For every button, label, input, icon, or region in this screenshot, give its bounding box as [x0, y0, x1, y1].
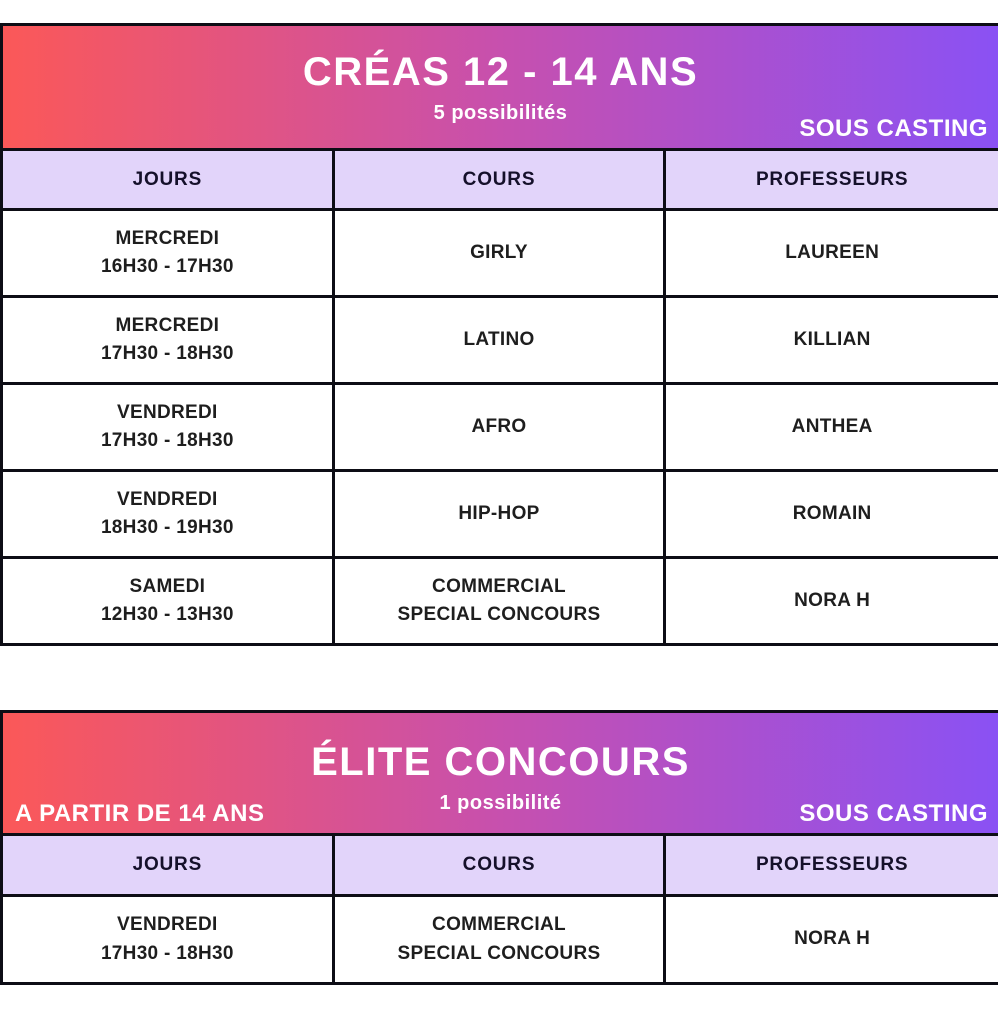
table-row [3, 385, 998, 472]
banner-creas [3, 26, 998, 151]
prof-label: NORA H [794, 928, 871, 950]
column-header-row [3, 151, 998, 211]
day-label: VENDREDI [117, 914, 218, 935]
cell-cours [335, 298, 667, 382]
course-label: COMMERCIAL [432, 914, 566, 935]
banner-title: CRÉAS 12 - 14 ANS [302, 50, 699, 94]
cell-cours [335, 559, 667, 643]
cell-professeur [666, 385, 998, 469]
prof-label: ANTHEA [791, 415, 873, 437]
cell-jours [3, 559, 335, 643]
table-row [3, 897, 998, 982]
time-label: 17H30 - 18H30 [100, 343, 234, 364]
column-header-row [3, 836, 998, 897]
column-header-jours: JOURS [3, 836, 335, 894]
time-label: 17H30 - 18H30 [100, 430, 234, 451]
cell-cours [335, 385, 667, 469]
table-row [3, 211, 998, 298]
course-label-line2: SPECIAL CONCOURS [397, 604, 601, 625]
time-label: 17H30 - 18H30 [100, 942, 234, 964]
column-header-cours: COURS [335, 836, 667, 894]
banner-subtitle: 1 possibilité [439, 792, 562, 814]
cell-jours [3, 385, 335, 469]
cell-professeur [666, 897, 998, 982]
sous-casting-label: SOUS CASTING [799, 115, 988, 142]
prof-label: NORA H [794, 589, 871, 611]
cell-jours [3, 472, 335, 556]
course-label: HIP-HOP [458, 502, 540, 524]
time-label: 18H30 - 19H30 [100, 517, 234, 538]
cell-jours [3, 298, 335, 382]
course-label-line2: SPECIAL CONCOURS [397, 942, 601, 964]
age-requirement-label: A PARTIR DE 14 ANS [15, 800, 265, 827]
cell-professeur [666, 559, 998, 643]
schedule-block-creas-12-14 [0, 23, 998, 646]
column-header-cours: COURS [335, 151, 667, 208]
column-header-professeurs: PROFESSEURS [755, 168, 909, 190]
day-label: MERCREDI [115, 314, 220, 336]
banner-elite [3, 713, 998, 836]
banner-title: ÉLITE CONCOURS [311, 740, 690, 784]
prof-label: ROMAIN [792, 502, 872, 524]
day-label: VENDREDI [117, 488, 218, 510]
sous-casting-label: SOUS CASTING [799, 800, 988, 827]
table-row [3, 472, 998, 559]
cell-professeur [666, 298, 998, 382]
cell-cours [335, 897, 667, 982]
cell-jours [3, 211, 335, 295]
day-label: VENDREDI [117, 401, 218, 423]
cell-professeur [666, 211, 998, 295]
table-row [3, 559, 998, 643]
cell-cours [335, 472, 667, 556]
column-header-professeurs: PROFESSEURS [755, 854, 909, 875]
banner-subtitle: 5 possibilités [433, 102, 568, 124]
table-row [3, 298, 998, 385]
column-header-jours: JOURS [3, 151, 335, 208]
schedule-block-elite-concours [0, 710, 998, 985]
cell-professeur [666, 472, 998, 556]
time-label: 12H30 - 13H30 [100, 604, 234, 625]
course-label: GIRLY [470, 241, 528, 263]
prof-label: KILLIAN [793, 328, 871, 350]
course-label: LATINO [463, 328, 535, 350]
course-label: COMMERCIAL [432, 575, 566, 597]
prof-label: LAUREEN [785, 241, 880, 263]
day-label: SAMEDI [129, 575, 206, 597]
day-label: MERCREDI [115, 227, 220, 249]
time-label: 16H30 - 17H30 [100, 256, 234, 277]
course-label: AFRO [471, 415, 527, 437]
cell-cours [335, 211, 667, 295]
cell-jours [3, 897, 335, 982]
